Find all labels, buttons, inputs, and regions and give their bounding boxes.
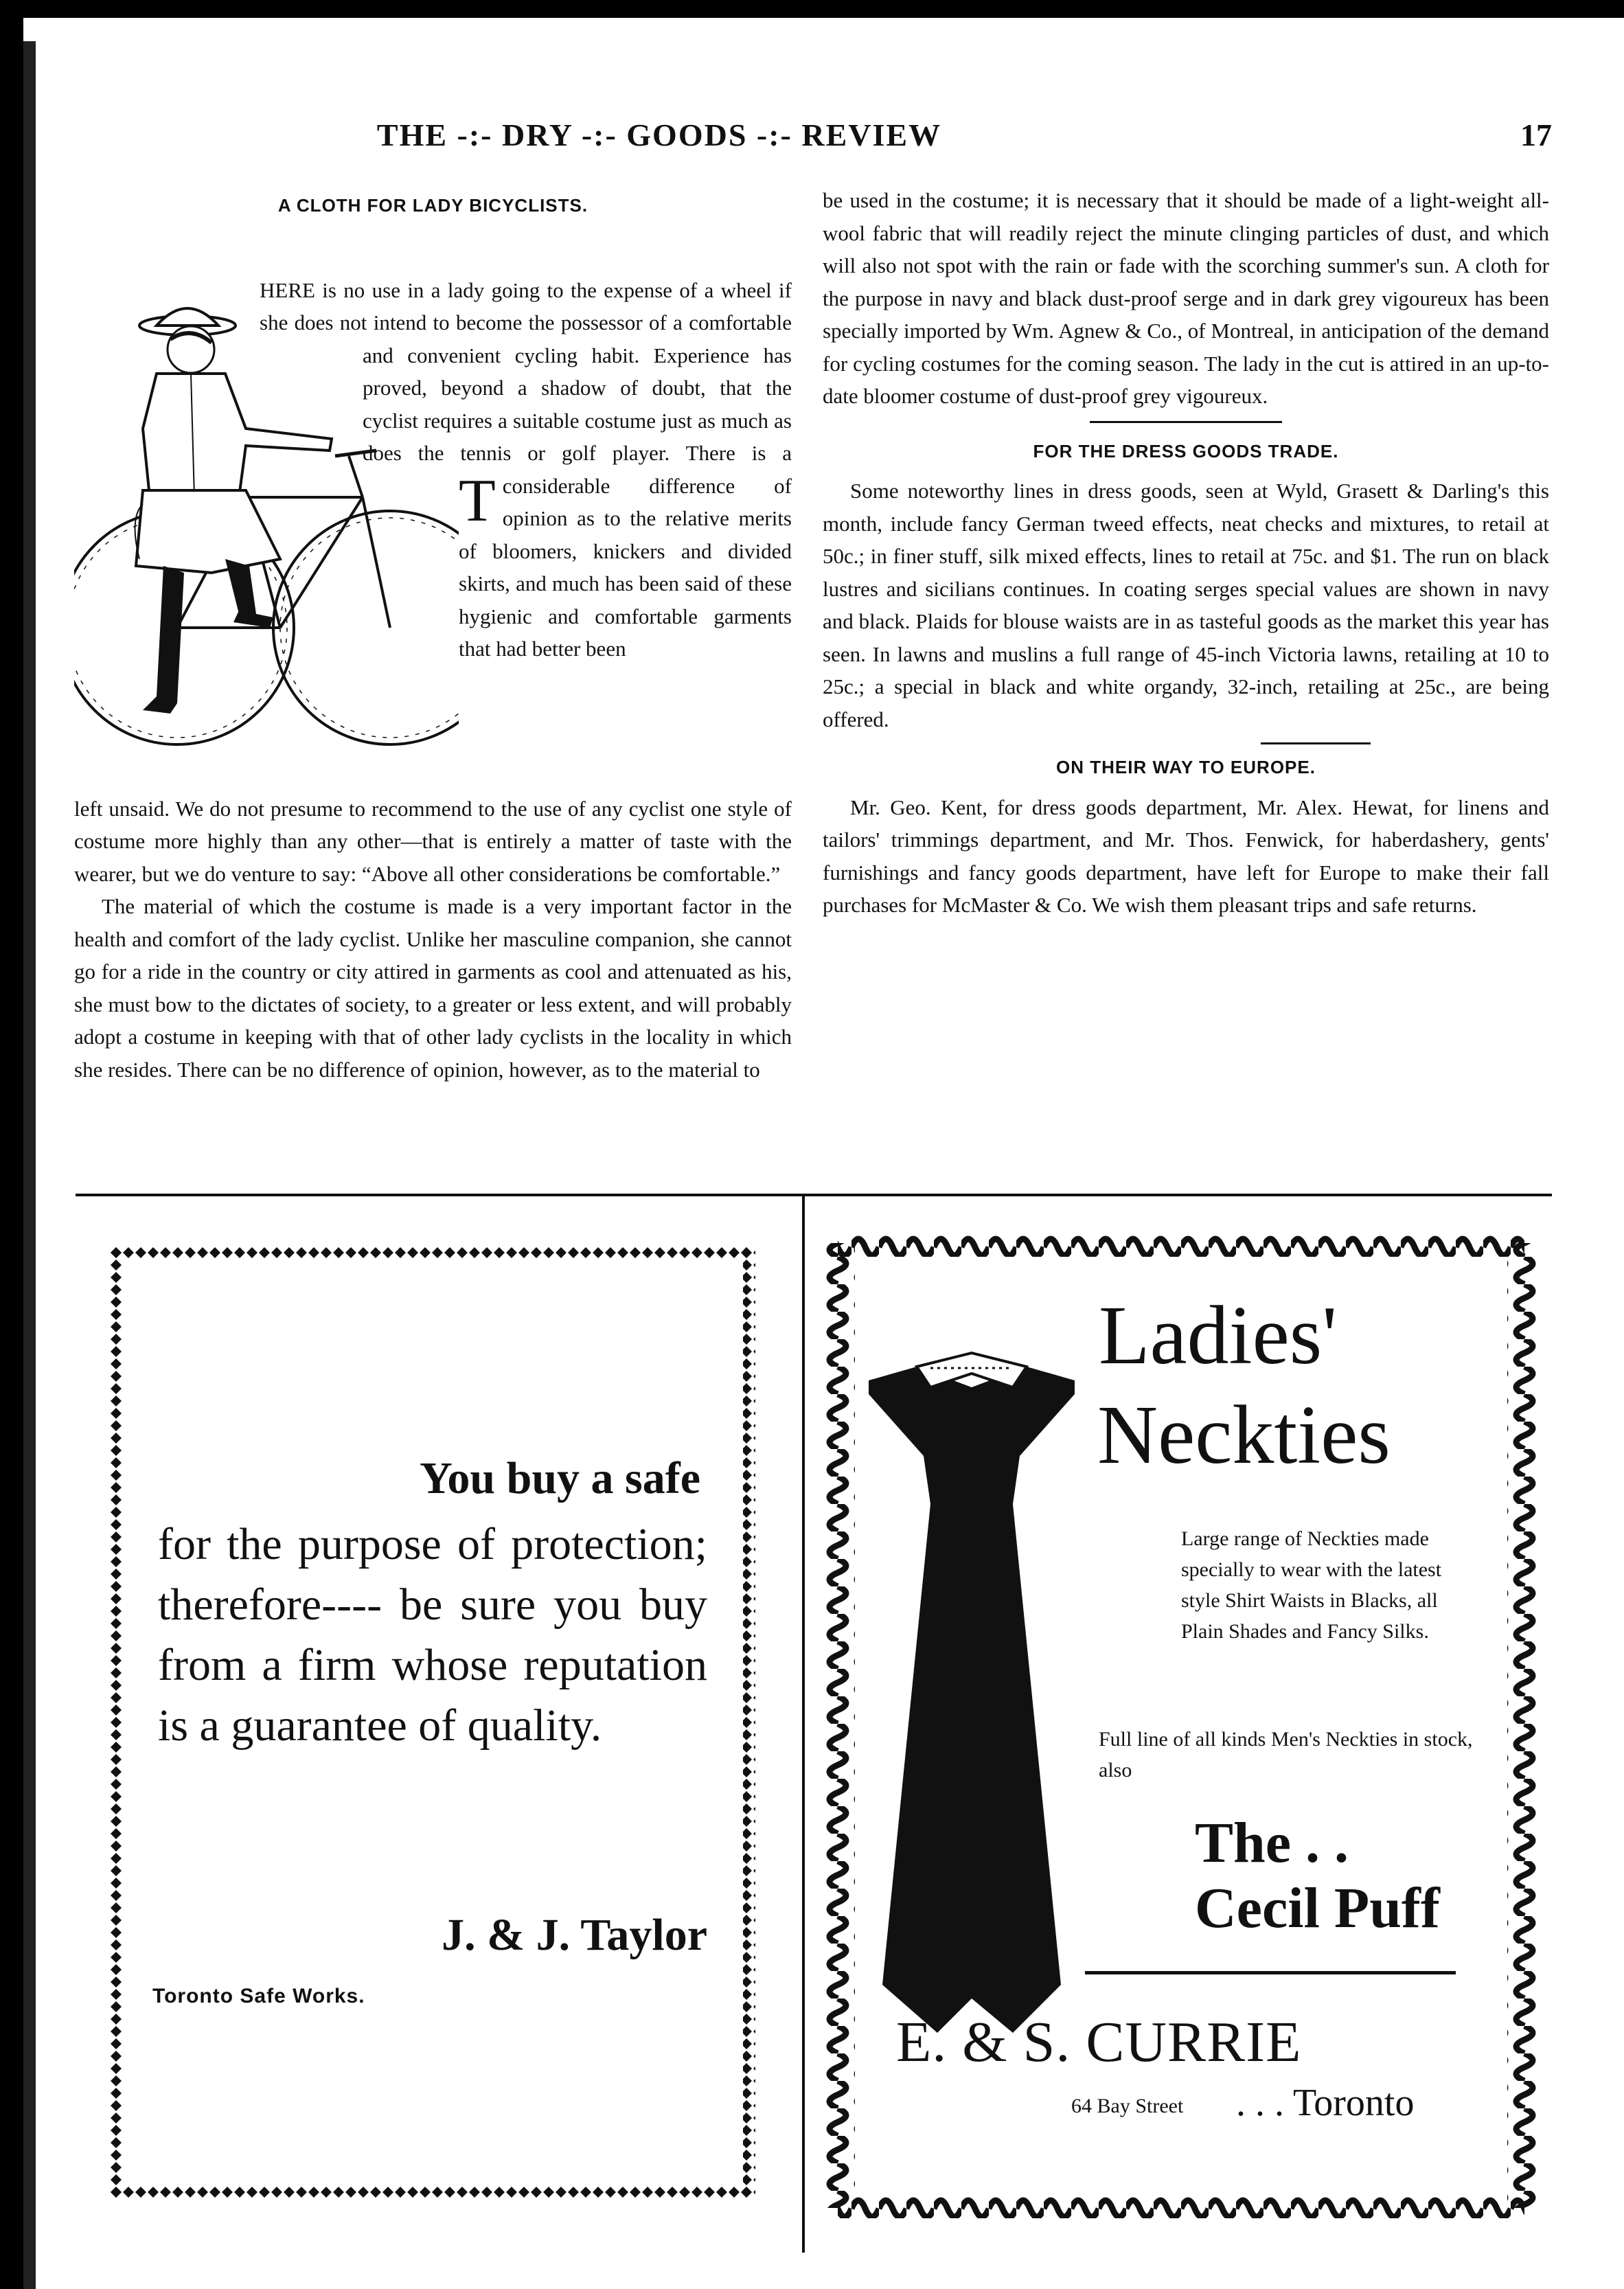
ad-headline-neckties: Neckties: [1097, 1389, 1391, 1481]
intro-text-body: HERE is no use in a lady going to the expense of a wheel if she does not intend to become the possessor of a comfortable and convenient cycling habit. Experience has proved, beyond a shadow of doubt, that the cyclist requires a suitable costume just as much as does the tennis or golf player. There is a considerable difference of opinion as to the relative merits of bloomers, knickers and divided skirts, and much has been said of these hygienic and comfortable garments that had better been: [260, 277, 792, 661]
paragraph-1-continued: left unsaid. We do not presume to recommend to the use of any cyclist one style of costume more highly than any other—that is entirely a matter of taste with the wearer, but we do venture to say: “Above all other considerations be comfortable.”: [74, 796, 792, 886]
article-heading-europe: ON THEIR WAY TO EUROPE.: [1056, 757, 1316, 777]
firm-name: J. & J. Taylor: [442, 1910, 707, 1960]
page-number: 17: [1520, 117, 1552, 152]
ad-headline-ladies: Ladies': [1099, 1289, 1338, 1382]
article-heading-bicyclists: A CLOTH FOR LADY BICYCLISTS.: [277, 195, 588, 216]
shop-address: 64 Bay Street: [1071, 2095, 1184, 2117]
ad-body: for the purpose of protection; therefore---- be sure you buy from a firm whose reputation is a guarantee of quality.: [158, 1519, 707, 1751]
intro-paragraph: [74, 274, 792, 768]
brand-the: The . .: [1195, 1811, 1349, 1875]
horizontal-rule: [76, 1194, 1552, 1196]
shop-city: . . . Toronto: [1236, 2082, 1415, 2124]
vertical-rule: [802, 1195, 805, 2253]
dropcap: T: [459, 467, 496, 534]
ad-divider: [1085, 1971, 1456, 1974]
ad-lead: You buy a safe: [420, 1453, 700, 1503]
paragraph-2-continued: be used in the costume; it is necessary that it should be made of a light-weight all-wool fabric that will readily reject the minute clinging particles of dust, and which will also not spot with the rain or fade with the scorching summer's sun. A cloth for the purpose in navy and black dust-proof serge and in dark grey vigoureux has been specially imported by Wm. Agnew & Co., of Montreal, in anticipation of the demand for cycling costumes for the coming season. The lady in the cut is attired in an up-to-date bloomer costume of dust-proof grey vigoureux.: [823, 188, 1549, 408]
dress-goods-paragraph: Some noteworthy lines in dress goods, seen at Wyld, Grasett & Darling's this month, include fancy German tweed effects, neat checks and mixtures, to retail at 50c.; in finer stuff, silk mixed effects, lines to retail at 75c. and $1. The run on black lustres and sicilians continues. In coating serges special values are shown in navy and black. Plaids for blouse waists are in as tasteful goods as the market this year has seen. In lawns and muslins a full range of 45-inch Victoria lawns, retailing at 10 to 25c.; a special in black and white organdy, 32-inch, retailing at 25c., are being offered.: [823, 479, 1549, 731]
right-column: [823, 184, 1549, 922]
ad-description: Large range of Neckties made specially to wear with the latest style Shirt Waists in Blacks, all Plain Shades and Fancy Silks.: [1181, 1527, 1442, 1643]
article-heading-dress-goods: FOR THE DRESS GOODS TRADE.: [1033, 440, 1339, 462]
shop-name: E. & S. CURRIE: [896, 2010, 1302, 2074]
paragraph-2: The material of which the costume is made is a very important factor in the health and comfort of the lady cyclist. Unlike her masculine companion, she cannot go for a ride in the country or city attired in garments as cool and attenuated as his, she must bow to the dictates of society, to a greater or less extent, and will probably adopt a costume in keeping with that of other lady cyclists in the locality in which she resides. There can be no difference of opinion, however, as to the material to: [74, 894, 792, 1082]
firm-location: Toronto Safe Works.: [152, 1985, 365, 2007]
ad-description-men: Full line of all kinds Men's Neckties in stock, also: [1099, 1728, 1473, 1781]
europe-paragraph: Mr. Geo. Kent, for dress goods department, Mr. Alex. Hewat, for linens and tailors' trimmings department, and Mr. Thos. Fenwick, for haberdashery, gents' furnishings and fancy goods department, have left for Europe to make their fall purchases for McMaster & Co. We wish them pleasant trips and safe returns.: [823, 795, 1549, 917]
left-column: [74, 184, 792, 1086]
section-divider: [1261, 742, 1371, 744]
brand-cecil-puff: Cecil Puff: [1195, 1876, 1440, 1940]
page-header: [76, 117, 1552, 165]
section-divider: [1090, 421, 1282, 423]
intro-block: [74, 229, 792, 793]
scan-top-edge: [0, 0, 1624, 18]
scan-binding-shadow: [23, 41, 36, 2289]
scan-left-edge: [0, 0, 23, 2289]
necktie-illustration: [855, 1325, 1082, 2040]
publication-title: THE -:- DRY -:- GOODS -:- REVIEW: [376, 117, 942, 152]
neckties-advertisement: [824, 1229, 1538, 2222]
safe-advertisement: [110, 1246, 755, 2198]
